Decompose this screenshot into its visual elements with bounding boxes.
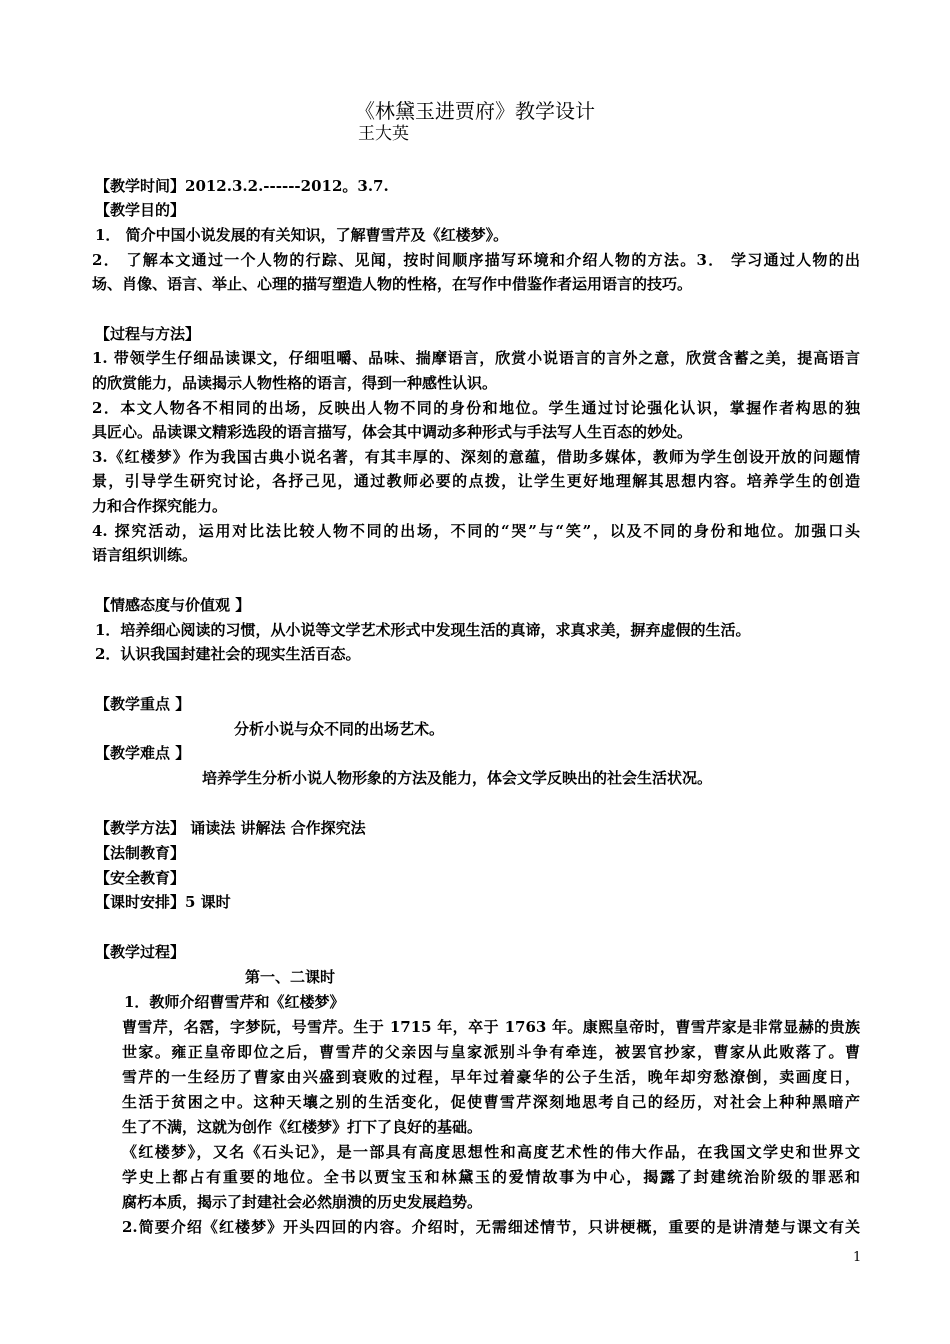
step-body-line: 学史上都占有重要的地位。全书以贾宝玉和林黛玉的爱情故事为中心，揭露了封建统治阶级的罪恶和	[122, 1168, 860, 1186]
page-number: 1	[853, 1250, 862, 1265]
safety-education: 【安全教育】	[95, 869, 186, 887]
class-schedule: 【课时安排】5 课时	[95, 893, 231, 911]
process-line: 2．本文人物各不相同的出场，反映出人物不同的身份和地位。学生通过讨论强化认识，掌握作者构思的独	[92, 399, 860, 417]
process-line: 3.《红楼梦》作为我国古典小说名著，有其丰厚的、深刻的意蕴，借助多媒体，教师为学生创设开放的问题情	[92, 448, 860, 466]
difficulty-heading: 【教学难点 】	[95, 744, 191, 762]
step-body-line: 生了不满，这就为创作《红楼梦》打下了良好的基础。	[122, 1118, 483, 1136]
step-body-line: 腐朽本质，揭示了封建社会必然崩溃的历史发展趋势。	[122, 1193, 483, 1211]
document-title: 《林黛玉进贾府》教学设计	[355, 99, 595, 123]
procedure-heading: 【教学过程】	[95, 943, 186, 961]
step-body-line: 《红楼梦》，又名《石头记》，是一部具有高度思想性和高度艺术性的伟大作品，在我国文学史和世界文	[122, 1143, 860, 1161]
step-body-line: 曹雪芹，名霑，字梦阮，号雪芹。生于 1715 年，卒于 1763 年。康熙皇帝时，曹雪芹家是非常显赫的贵族	[122, 1018, 860, 1036]
lesson-title: 第一、二课时	[245, 968, 336, 986]
key-point-heading: 【教学重点 】	[95, 695, 191, 713]
legal-education: 【法制教育】	[95, 844, 186, 862]
step-title: 1．教师介绍曹雪芹和《红楼梦》	[124, 993, 345, 1011]
process-line: 的欣赏能力，品读揭示人物性格的语言，得到一种感性认识。	[92, 374, 498, 392]
step-body-line: 2.简要介绍《红楼梦》开头四回的内容。介绍时，无需细述情节，只讲梗概，重要的是讲清楚与课文有关	[122, 1218, 860, 1236]
difficulty-text: 培养学生分析小说人物形象的方法及能力，体会文学反映出的社会生活状况。	[202, 769, 713, 787]
step-body-line: 雪芹的一生经历了曹家由兴盛到衰败的过程，早年过着豪华的公子生活，晚年却穷愁潦倒，卖画度日，	[122, 1068, 860, 1086]
emotion-line: 2．认识我国封建社会的现实生活百态。	[95, 645, 361, 663]
objective-line: 1． 简介中国小说发展的有关知识，了解曹雪芹及《红楼梦》。	[95, 226, 509, 244]
emotion-line: 1．培养细心阅读的习惯，从小说等文学艺术形式中发现生活的真谛，求真求美，摒弃虚假的生活。	[95, 621, 751, 639]
process-heading: 【过程与方法】	[95, 325, 201, 343]
key-point-text: 分析小说与众不同的出场艺术。	[234, 720, 445, 738]
objective-line: 2． 了解本文通过一个人物的行踪、见闻，按时间顺序描写环境和介绍人物的方法。3． 学习通过人物的出	[92, 251, 860, 269]
process-line: 景，引导学生研究讨论，各抒己见，通过教师必要的点拨，让学生更好地理解其思想内容。培养学生的创造	[92, 472, 860, 490]
teaching-method: 【教学方法】 诵读法 讲解法 合作探究法	[95, 819, 366, 837]
step-body-line: 世家。雍正皇帝即位之后，曹雪芹的父亲因与皇家派别斗争有牵连，被罢官抄家，曹家从此败落了。曹	[122, 1043, 860, 1061]
process-line: 语言组织训练。	[92, 546, 198, 564]
objective-line: 场、肖像、语言、举止、心理的描写塑造人物的性格，在写作中借鉴作者运用语言的技巧。	[92, 275, 693, 293]
process-line: 具匠心。品读课文精彩选段的语言描写，体会其中调动多种形式与手法写人生百态的妙处。	[92, 423, 693, 441]
objectives-heading: 【教学目的】	[95, 201, 186, 219]
process-line: 力和合作探究能力。	[92, 497, 228, 515]
process-line: 4. 探究活动，运用对比法比较人物不同的出场，不同的“哭”与“笑”，以及不同的身份和地位。加强口头	[92, 522, 860, 540]
step-body-line: 生活于贫困之中。这种天壤之别的生活变化，促使曹雪芹深刻地思考自己的经历，对社会上种种黑暗产	[122, 1093, 860, 1111]
process-line: 1. 带领学生仔细品读课文，仔细咀嚼、品味、揣摩语言，欣赏小说语言的言外之意，欣赏含蓄之美，提高语言	[92, 349, 860, 367]
author-name: 王大英	[358, 124, 409, 144]
emotion-heading: 【情感态度与价值观 】	[95, 596, 251, 614]
teaching-time: 【教学时间】2012.3.2.------2012。3.7.	[95, 177, 389, 195]
